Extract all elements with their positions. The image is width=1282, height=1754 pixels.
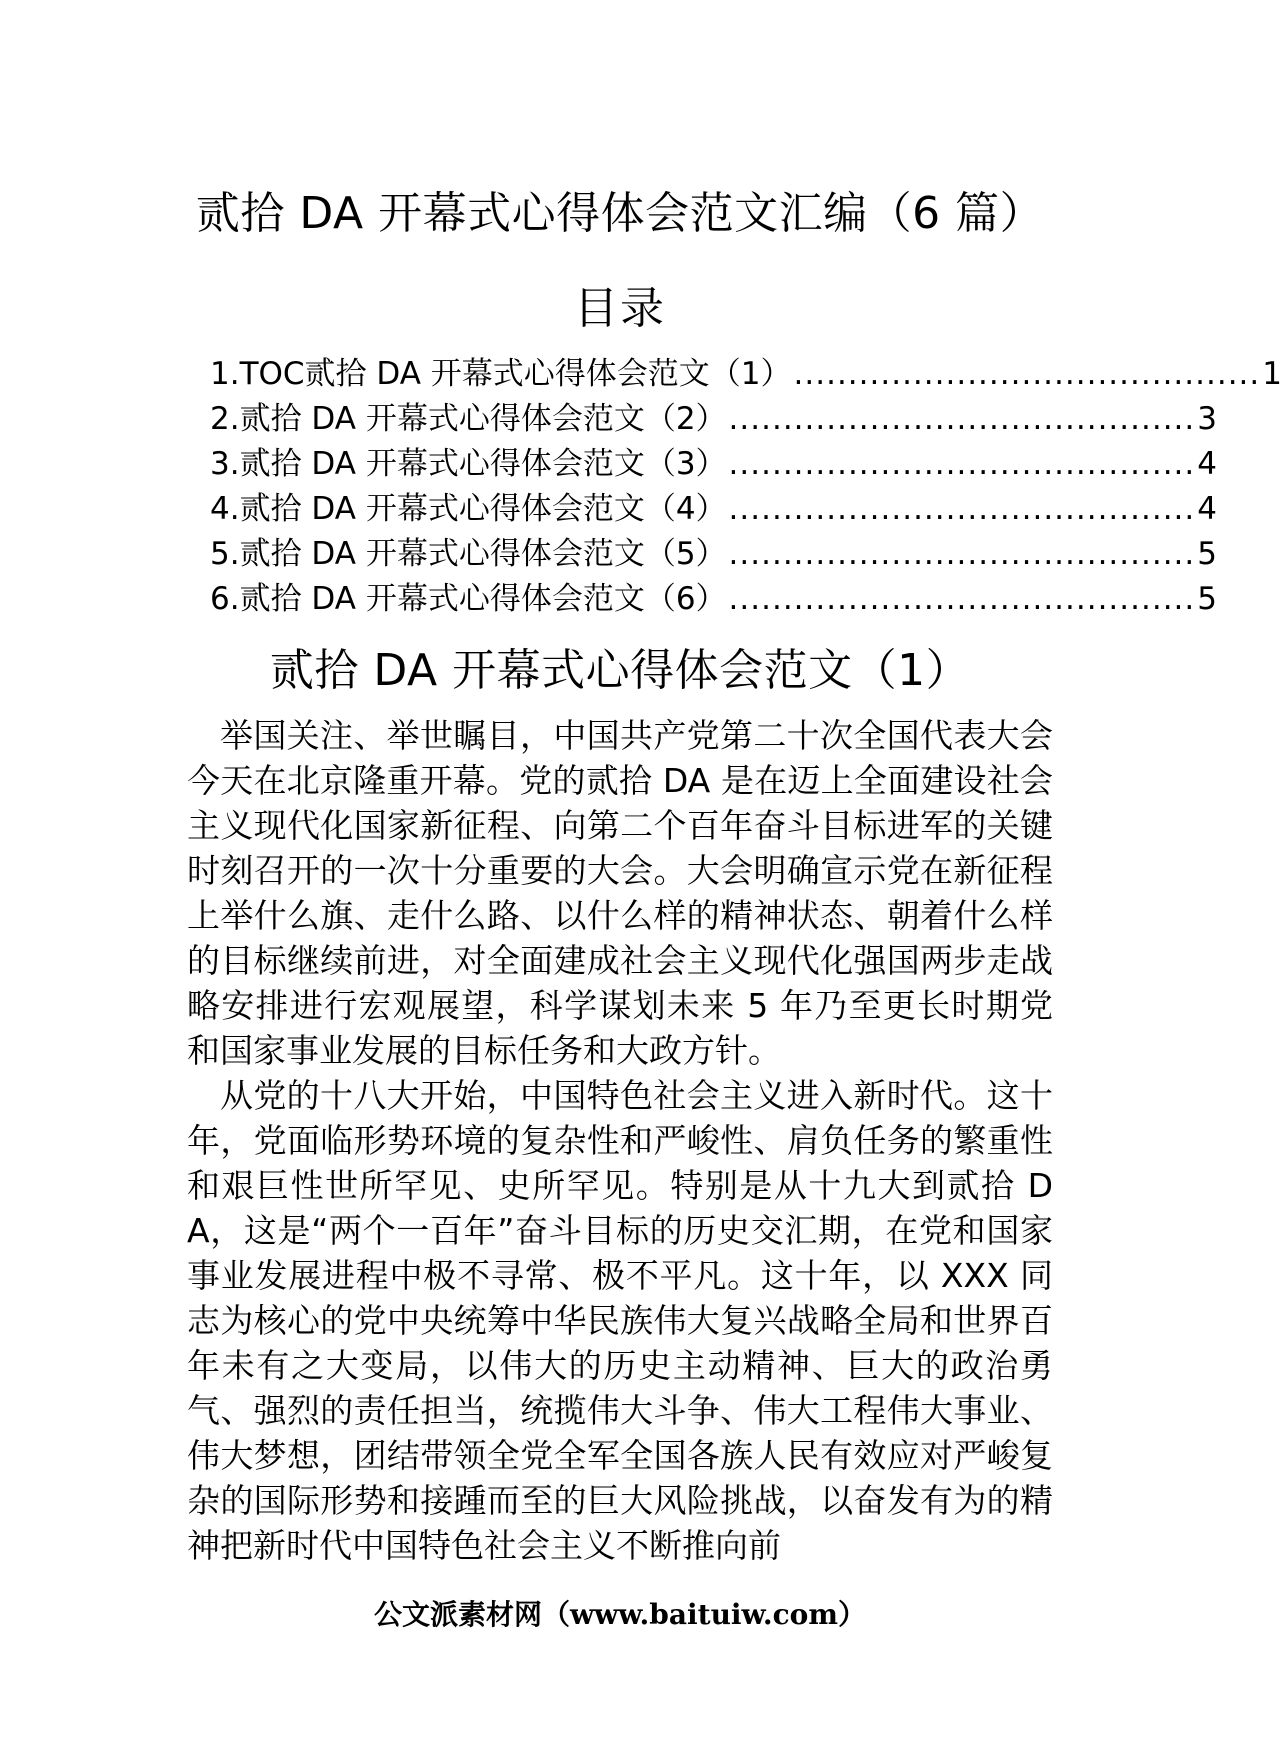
toc-entry[interactable] [210, 487, 1218, 532]
toc-entry-page: 3 [1197, 401, 1218, 437]
section-title: 贰拾 DA 开幕式心得体会范文（1） [269, 645, 971, 696]
toc-entry-label: 6.贰拾 DA 开幕式心得体会范文（6） [210, 581, 727, 617]
toc-entry[interactable] [210, 442, 1218, 487]
toc-heading: 目录 [574, 283, 666, 334]
toc-entry-leader: ........................................... [728, 491, 1196, 527]
toc-entry-page: 1 [1262, 356, 1282, 392]
toc-entry-page: 5 [1197, 536, 1218, 572]
toc-entry-page: 4 [1197, 446, 1218, 482]
paragraph: 从党的十八大开始，中国特色社会主义进入新时代。这十年，党面临形势环境的复杂性和严峻性、肩负任务的繁重性和艰巨性世所罕见、史所罕见。特别是从十九大到贰拾 DA，这是“两个一百年”奋斗目标的历史交汇期，在党和国家事业发展进程中极不寻常、极不平凡。这十年，以 XXX 同志为核心的党中央统筹中华民族伟大复兴战略全局和世界百年未有之大变局，以伟大的历史主动精神、巨大的政治勇气、强烈的责任担当，统揽伟大斗争、伟大工程伟大事业、伟大梦想，团结带领全党全军全国各族人民有效应对严峻复杂的国际形势和接踵而至的巨大风险挑战，以奋发有为的精神把新时代中国特色社会主义不断推向前 [187, 1076, 1053, 1565]
document-title: 贰拾 DA 开幕式心得体会范文汇编（6 篇） [195, 188, 1045, 239]
toc-entry-page: 5 [1197, 581, 1218, 617]
toc-entry-leader: ........................................... [728, 401, 1196, 437]
toc-entry[interactable] [210, 352, 1282, 397]
toc-entry-leader: ........................................... [728, 446, 1196, 482]
table-of-contents [210, 352, 1282, 622]
toc-entry-page: 4 [1197, 491, 1218, 527]
toc-entry-label: 2.贰拾 DA 开幕式心得体会范文（2） [210, 401, 727, 437]
toc-entry[interactable] [210, 532, 1218, 577]
paragraph: 举国关注、举世瞩目，中国共产党第二十次全国代表大会今天在北京隆重开幕。党的贰拾 DA 是在迈上全面建设社会主义现代化国家新征程、向第二个百年奋斗目标进军的关键时刻召开的一次十分重要的大会。大会明确宣示党在新征程上举什么旗、走什么路、以什么样的精神状态、朝着什么样的目标继续前进，对全面建成社会主义现代化强国两步走战略安排进行宏观展望，科学谋划未来 5 年乃至更长时期党和国家事业发展的目标任务和大政方针。 [187, 716, 1053, 1070]
page-footer: 公文派素材网（www.baituiw.com） [374, 1598, 866, 1631]
toc-entry-leader: ........................................... [728, 536, 1196, 572]
toc-entry[interactable] [210, 577, 1218, 622]
toc-entry-label: 4.贰拾 DA 开幕式心得体会范文（4） [210, 491, 727, 527]
toc-entry-label: 1.TOC贰拾 DA 开幕式心得体会范文（1） [210, 356, 792, 392]
body-text [187, 713, 1053, 1568]
toc-entry[interactable] [210, 397, 1218, 442]
toc-entry-leader: ........................................... [728, 581, 1196, 617]
toc-entry-leader: ........................................... [793, 356, 1261, 392]
toc-entry-label: 3.贰拾 DA 开幕式心得体会范文（3） [210, 446, 727, 482]
toc-entry-label: 5.贰拾 DA 开幕式心得体会范文（5） [210, 536, 727, 572]
